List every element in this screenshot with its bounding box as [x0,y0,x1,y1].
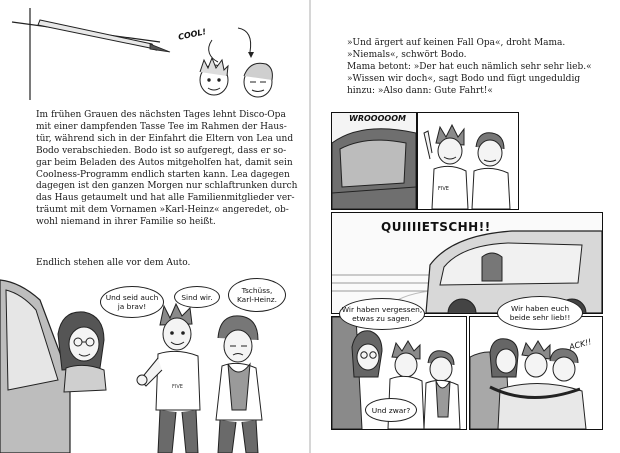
text-line: »Niemals«, schwört Bodo. [347,49,467,60]
car-leaving-drawing [332,113,416,209]
comic-panel-car-leaving [331,112,417,210]
text-line: Im frühen Grauen des nächsten Tages lehnt Disco-Opa [36,110,286,120]
text-line: dagegen ist den ganzen Morgen nur schlaftrunken durch [36,181,298,192]
text-line: hinzu: »Also dann: Gute Fahrt!« [347,85,493,96]
story-paragraph-2 [36,258,286,270]
text-line: das Haus getaumelt und hat alle Familienmitglieder ver- [36,193,295,204]
story-paragraph-1 [36,110,298,229]
speech-bubble-and-what [365,398,417,422]
text-line: »Wissen wir doch«, sagt Bodo und fügt ungeduldig [347,73,581,84]
text-line: Bodo verabschieden. Bodo ist so aufgeregt, dass er so- [36,145,287,156]
text-line: wohl niemand in ihrer Familie so heißt. [36,217,216,228]
text-line: gar beim Beladen des Autos mitgeholfen hat, damit sein [36,157,293,168]
dialogue-lines [347,38,597,98]
comic-panel-kids-waving [417,112,519,210]
right-page [311,0,620,453]
pencil-doodle-illustration [0,0,309,110]
text-line: Coolness-Programm endlich starten kann. Lea dagegen [36,169,290,180]
speech-bubble-forgot [339,298,425,330]
text-line: mit einer dampfenden Tasse Tee im Rahmen der Haus- [36,121,287,132]
speech-bubble-love [497,296,583,330]
text-line: Mama betont: »Der hat euch nämlich sehr sehr lieb.« [347,61,592,72]
speech-bubble-mom [100,286,164,318]
left-page [0,0,309,453]
hug-drawing [470,317,602,429]
sfx-wroom: WROOOOOM [349,114,406,123]
bubble-line: Tschüss, [241,286,273,295]
shirt-text-right: FIVE [438,186,449,192]
bubble-line: Wir haben euch [510,304,570,313]
text-line: träumt mit dem Vornamen »Karl-Heinz« angeredet, ob- [36,205,289,216]
bubble-line: ja brav! [117,302,147,311]
bubble-line: etwas zu sagen. [352,314,412,323]
bubble-line: Karl-Heinz. [236,295,278,304]
doodle-label: COOL! [177,27,207,42]
text-line: Endlich stehen alle vor dem Auto. [36,258,191,268]
text-line: tür, während sich in der Einfahrt die Eltern von Lea und [36,133,294,144]
bubble-line: Wir haben vergessen, [341,305,423,314]
text-line: »Und ärgert auf keinen Fall Opa«, droht Mama. [347,38,566,48]
bubble-line: Sind wir. [181,292,213,302]
comic-panel-hug [469,316,603,430]
sfx-brake: QUIIIIETSCHH!! [381,220,491,234]
bubble-line: Und seid auch [105,293,159,302]
shirt-text-left: FIVE [172,384,183,390]
sfx-ack: ACK!! [568,337,593,352]
speech-bubble-lea [228,278,286,312]
speech-bubble-bodo [174,286,220,308]
bubble-line: Und zwar? [371,405,411,415]
bubble-line: beide sehr lieb!! [509,313,571,322]
kids-waving-drawing [418,113,518,209]
